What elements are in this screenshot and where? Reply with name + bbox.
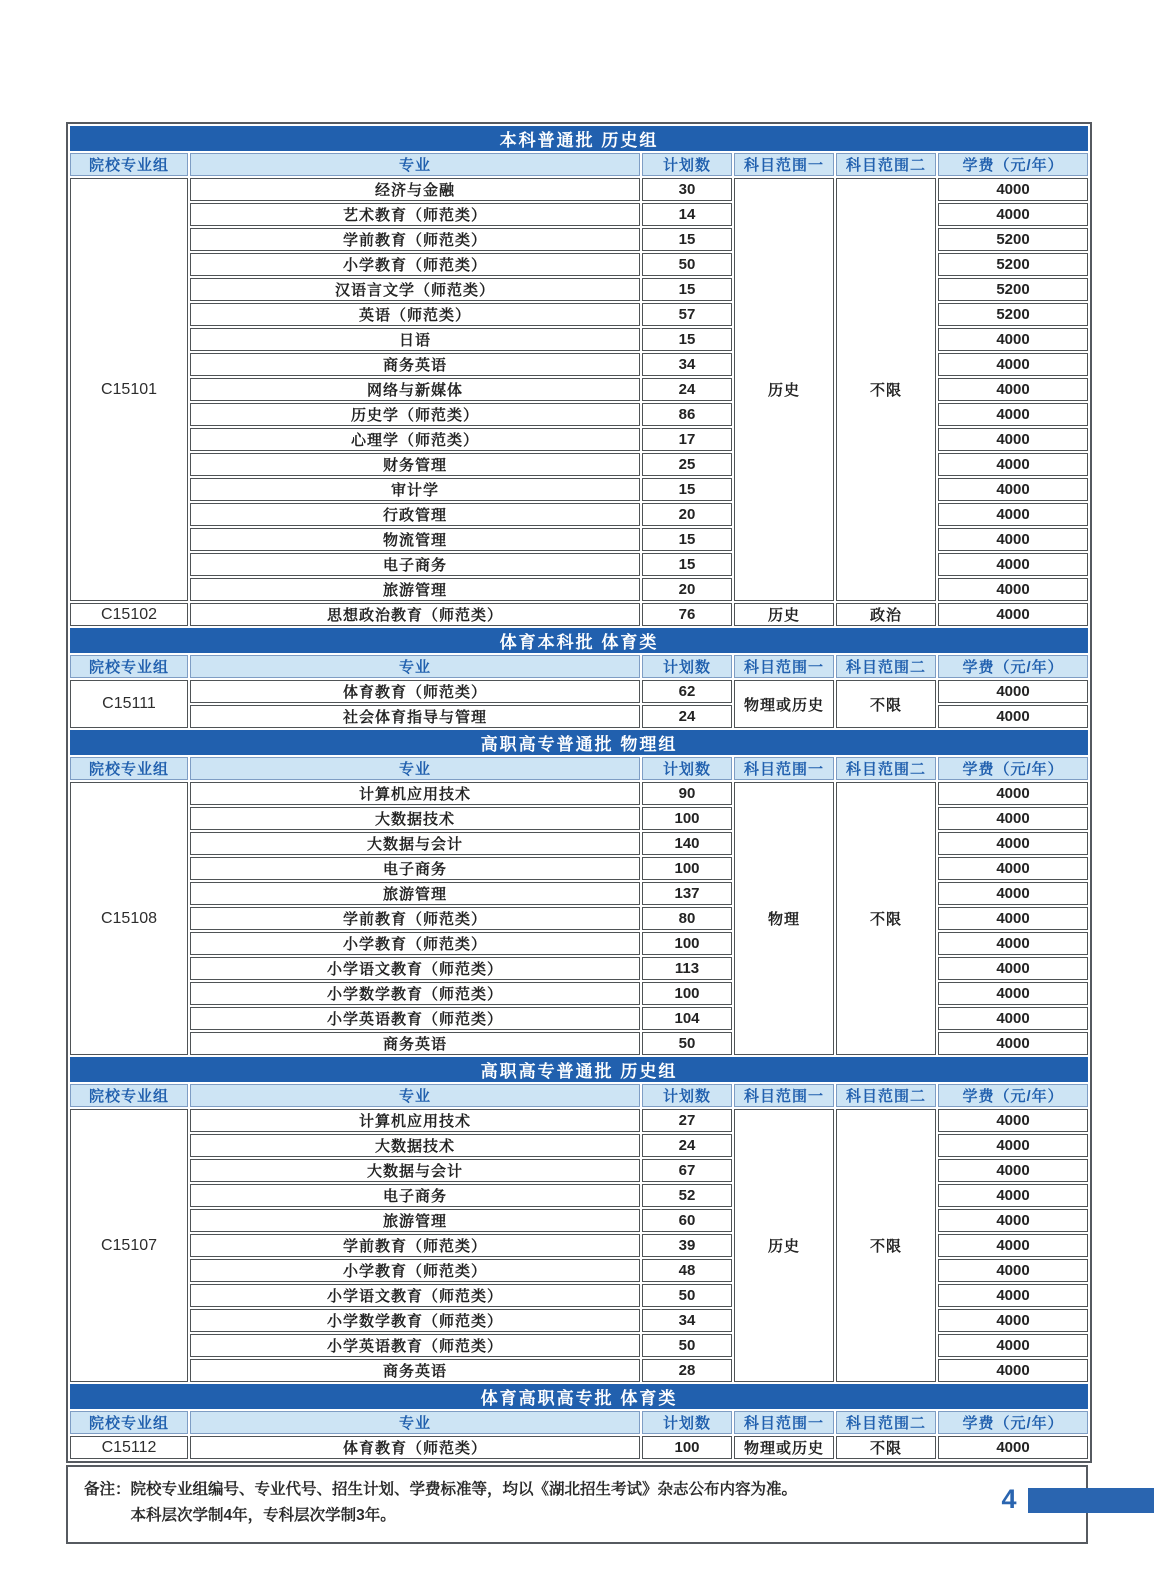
column-header: 院校专业组 xyxy=(70,655,188,678)
plan-count-cell: 50 xyxy=(642,1284,732,1307)
tuition-cell: 5200 xyxy=(938,228,1088,251)
plan-count-cell: 25 xyxy=(642,453,732,476)
major-cell: 小学教育（师范类） xyxy=(190,253,640,276)
plan-count-cell: 34 xyxy=(642,1309,732,1332)
tuition-cell: 4000 xyxy=(938,932,1088,955)
plan-count-cell: 113 xyxy=(642,957,732,980)
major-cell: 日语 xyxy=(190,328,640,351)
major-cell: 思想政治教育（师范类） xyxy=(190,603,640,626)
tuition-cell: 4000 xyxy=(938,832,1088,855)
plan-count-cell: 140 xyxy=(642,832,732,855)
tuition-cell: 4000 xyxy=(938,1359,1088,1382)
major-cell: 电子商务 xyxy=(190,553,640,576)
plan-count-cell: 104 xyxy=(642,1007,732,1030)
major-cell: 学前教育（师范类） xyxy=(190,907,640,930)
plan-count-cell: 24 xyxy=(642,1134,732,1157)
major-cell: 旅游管理 xyxy=(190,1209,640,1232)
major-cell: 学前教育（师范类） xyxy=(190,1234,640,1257)
major-cell: 小学数学教育（师范类） xyxy=(190,1309,640,1332)
major-cell: 历史学（师范类） xyxy=(190,403,640,426)
section-band-row xyxy=(70,1384,1088,1409)
column-header: 科目范围二 xyxy=(836,757,936,780)
major-cell: 小学教育（师范类） xyxy=(190,1259,640,1282)
section-title: 高职高专普通批 历史组 xyxy=(70,1057,1088,1082)
column-header: 计划数 xyxy=(642,1084,732,1107)
table-row xyxy=(70,1109,1088,1132)
major-cell: 行政管理 xyxy=(190,503,640,526)
major-cell: 旅游管理 xyxy=(190,882,640,905)
plan-count-cell: 34 xyxy=(642,353,732,376)
tuition-cell: 4000 xyxy=(938,1159,1088,1182)
tuition-cell: 4000 xyxy=(938,203,1088,226)
section-title: 体育本科批 体育类 xyxy=(70,628,1088,653)
major-cell: 审计学 xyxy=(190,478,640,501)
column-header: 专业 xyxy=(190,757,640,780)
tuition-cell: 4000 xyxy=(938,453,1088,476)
column-header-row xyxy=(70,757,1088,780)
subject-range-1-cell: 历史 xyxy=(734,1109,834,1382)
remarks-line-1: 院校专业组编号、专业代号、招生计划、学费标准等，均以《湖北招生考试》杂志公布内容为准。 xyxy=(130,1481,798,1498)
major-cell: 体育教育（师范类） xyxy=(190,1436,640,1459)
section-title: 高职高专普通批 物理组 xyxy=(70,730,1088,755)
tuition-cell: 4000 xyxy=(938,353,1088,376)
column-header: 计划数 xyxy=(642,153,732,176)
major-cell: 小学语文教育（师范类） xyxy=(190,957,640,980)
column-header: 科目范围二 xyxy=(836,1411,936,1434)
subject-range-1-cell: 物理或历史 xyxy=(734,680,834,728)
plan-count-cell: 15 xyxy=(642,553,732,576)
admission-plan-table xyxy=(66,122,1092,1463)
column-header: 专业 xyxy=(190,655,640,678)
major-cell: 小学教育（师范类） xyxy=(190,932,640,955)
plan-count-cell: 67 xyxy=(642,1159,732,1182)
subject-range-1-cell: 物理或历史 xyxy=(734,1436,834,1459)
column-header: 专业 xyxy=(190,1411,640,1434)
major-cell: 心理学（师范类） xyxy=(190,428,640,451)
major-cell: 小学数学教育（师范类） xyxy=(190,982,640,1005)
column-header: 科目范围一 xyxy=(734,153,834,176)
tuition-cell: 4000 xyxy=(938,178,1088,201)
column-header-row xyxy=(70,1084,1088,1107)
major-cell: 商务英语 xyxy=(190,353,640,376)
tuition-cell: 4000 xyxy=(938,328,1088,351)
plan-count-cell: 100 xyxy=(642,982,732,1005)
tuition-cell: 4000 xyxy=(938,528,1088,551)
major-cell: 计算机应用技术 xyxy=(190,782,640,805)
plan-count-cell: 137 xyxy=(642,882,732,905)
plan-count-cell: 52 xyxy=(642,1184,732,1207)
page-number: 4 xyxy=(1001,1484,1017,1514)
table-row xyxy=(70,680,1088,703)
plan-count-cell: 24 xyxy=(642,378,732,401)
remarks-line-2: 本科层次学制4年，专科层次学制3年。 xyxy=(130,1507,396,1525)
column-header: 科目范围二 xyxy=(836,655,936,678)
section-band-row xyxy=(70,628,1088,653)
tuition-cell: 4000 xyxy=(938,782,1088,805)
plan-count-cell: 15 xyxy=(642,328,732,351)
tuition-cell: 4000 xyxy=(938,378,1088,401)
major-cell: 商务英语 xyxy=(190,1359,640,1382)
column-header: 科目范围一 xyxy=(734,1084,834,1107)
plan-count-cell: 48 xyxy=(642,1259,732,1282)
group-code-cell: C15102 xyxy=(70,603,188,626)
group-code-cell: C15101 xyxy=(70,178,188,601)
tuition-cell: 4000 xyxy=(938,857,1088,880)
plan-count-cell: 17 xyxy=(642,428,732,451)
major-cell: 大数据与会计 xyxy=(190,1159,640,1182)
group-code-cell: C15111 xyxy=(70,680,188,728)
major-cell: 电子商务 xyxy=(190,857,640,880)
plan-count-cell: 15 xyxy=(642,278,732,301)
plan-count-cell: 24 xyxy=(642,705,732,728)
major-cell: 物流管理 xyxy=(190,528,640,551)
plan-count-cell: 100 xyxy=(642,1436,732,1459)
table-row xyxy=(70,603,1088,626)
plan-count-cell: 15 xyxy=(642,228,732,251)
subject-range-2-cell: 不限 xyxy=(836,680,936,728)
tuition-cell: 4000 xyxy=(938,982,1088,1005)
remarks-lines xyxy=(131,1477,1070,1530)
footer-bar xyxy=(1028,1488,1154,1513)
admission-plan-table-wrap xyxy=(66,122,1088,1544)
tuition-cell: 4000 xyxy=(938,957,1088,980)
plan-count-cell: 100 xyxy=(642,932,732,955)
tuition-cell: 4000 xyxy=(938,1109,1088,1132)
column-header: 院校专业组 xyxy=(70,757,188,780)
table-row xyxy=(70,782,1088,805)
tuition-cell: 4000 xyxy=(938,428,1088,451)
plan-count-cell: 100 xyxy=(642,807,732,830)
plan-count-cell: 57 xyxy=(642,303,732,326)
column-header: 专业 xyxy=(190,1084,640,1107)
major-cell: 经济与金融 xyxy=(190,178,640,201)
subject-range-2-cell: 不限 xyxy=(836,782,936,1055)
section-title: 本科普通批 历史组 xyxy=(70,126,1088,151)
plan-count-cell: 15 xyxy=(642,528,732,551)
column-header: 学费（元/年） xyxy=(938,655,1088,678)
major-cell: 大数据与会计 xyxy=(190,832,640,855)
column-header: 学费（元/年） xyxy=(938,153,1088,176)
subject-range-2-cell: 政治 xyxy=(836,603,936,626)
remarks-box xyxy=(66,1465,1088,1544)
group-code-cell: C15107 xyxy=(70,1109,188,1382)
column-header: 科目范围一 xyxy=(734,1411,834,1434)
tuition-cell: 4000 xyxy=(938,1259,1088,1282)
plan-count-cell: 50 xyxy=(642,1334,732,1357)
tuition-cell: 5200 xyxy=(938,253,1088,276)
column-header-row xyxy=(70,1411,1088,1434)
table-body xyxy=(70,126,1088,1459)
section-band-row xyxy=(70,730,1088,755)
plan-count-cell: 86 xyxy=(642,403,732,426)
major-cell: 大数据技术 xyxy=(190,807,640,830)
plan-count-cell: 60 xyxy=(642,1209,732,1232)
plan-count-cell: 62 xyxy=(642,680,732,703)
column-header: 学费（元/年） xyxy=(938,1411,1088,1434)
plan-count-cell: 100 xyxy=(642,857,732,880)
group-code-cell: C15108 xyxy=(70,782,188,1055)
column-header: 学费（元/年） xyxy=(938,757,1088,780)
tuition-cell: 4000 xyxy=(938,503,1088,526)
plan-count-cell: 80 xyxy=(642,907,732,930)
major-cell: 财务管理 xyxy=(190,453,640,476)
major-cell: 英语（师范类） xyxy=(190,303,640,326)
major-cell: 大数据技术 xyxy=(190,1134,640,1157)
subject-range-2-cell: 不限 xyxy=(836,178,936,601)
major-cell: 汉语言文学（师范类） xyxy=(190,278,640,301)
column-header: 科目范围二 xyxy=(836,1084,936,1107)
column-header: 科目范围一 xyxy=(734,655,834,678)
column-header: 计划数 xyxy=(642,1411,732,1434)
tuition-cell: 4000 xyxy=(938,1134,1088,1157)
major-cell: 学前教育（师范类） xyxy=(190,228,640,251)
plan-count-cell: 15 xyxy=(642,478,732,501)
tuition-cell: 4000 xyxy=(938,907,1088,930)
tuition-cell: 4000 xyxy=(938,1284,1088,1307)
tuition-cell: 4000 xyxy=(938,603,1088,626)
plan-count-cell: 14 xyxy=(642,203,732,226)
tuition-cell: 5200 xyxy=(938,303,1088,326)
tuition-cell: 4000 xyxy=(938,1184,1088,1207)
tuition-cell: 4000 xyxy=(938,403,1088,426)
major-cell: 艺术教育（师范类） xyxy=(190,203,640,226)
tuition-cell: 5200 xyxy=(938,278,1088,301)
tuition-cell: 4000 xyxy=(938,705,1088,728)
subject-range-1-cell: 物理 xyxy=(734,782,834,1055)
tuition-cell: 4000 xyxy=(938,807,1088,830)
table-row xyxy=(70,178,1088,201)
subject-range-1-cell: 历史 xyxy=(734,603,834,626)
plan-count-cell: 39 xyxy=(642,1234,732,1257)
column-header: 学费（元/年） xyxy=(938,1084,1088,1107)
column-header: 院校专业组 xyxy=(70,153,188,176)
column-header: 院校专业组 xyxy=(70,1084,188,1107)
major-cell: 社会体育指导与管理 xyxy=(190,705,640,728)
plan-count-cell: 76 xyxy=(642,603,732,626)
section-band-row xyxy=(70,1057,1088,1082)
group-code-cell: C15112 xyxy=(70,1436,188,1459)
plan-count-cell: 30 xyxy=(642,178,732,201)
column-header: 科目范围二 xyxy=(836,153,936,176)
major-cell: 小学英语教育（师范类） xyxy=(190,1334,640,1357)
major-cell: 电子商务 xyxy=(190,1184,640,1207)
major-cell: 网络与新媒体 xyxy=(190,378,640,401)
tuition-cell: 4000 xyxy=(938,1007,1088,1030)
plan-count-cell: 20 xyxy=(642,578,732,601)
plan-count-cell: 20 xyxy=(642,503,732,526)
plan-count-cell: 28 xyxy=(642,1359,732,1382)
tuition-cell: 4000 xyxy=(938,1209,1088,1232)
major-cell: 小学英语教育（师范类） xyxy=(190,1007,640,1030)
tuition-cell: 4000 xyxy=(938,1334,1088,1357)
major-cell: 体育教育（师范类） xyxy=(190,680,640,703)
tuition-cell: 4000 xyxy=(938,478,1088,501)
subject-range-2-cell: 不限 xyxy=(836,1436,936,1459)
subject-range-1-cell: 历史 xyxy=(734,178,834,601)
table-row xyxy=(70,1436,1088,1459)
plan-count-cell: 50 xyxy=(642,253,732,276)
tuition-cell: 4000 xyxy=(938,1032,1088,1055)
tuition-cell: 4000 xyxy=(938,1309,1088,1332)
tuition-cell: 4000 xyxy=(938,680,1088,703)
column-header: 计划数 xyxy=(642,757,732,780)
remarks-label: 备注： xyxy=(84,1481,131,1498)
tuition-cell: 4000 xyxy=(938,553,1088,576)
tuition-cell: 4000 xyxy=(938,882,1088,905)
tuition-cell: 4000 xyxy=(938,1234,1088,1257)
major-cell: 旅游管理 xyxy=(190,578,640,601)
plan-count-cell: 90 xyxy=(642,782,732,805)
section-title: 体育高职高专批 体育类 xyxy=(70,1384,1088,1409)
column-header: 专业 xyxy=(190,153,640,176)
major-cell: 计算机应用技术 xyxy=(190,1109,640,1132)
column-header: 科目范围一 xyxy=(734,757,834,780)
plan-count-cell: 27 xyxy=(642,1109,732,1132)
column-header-row xyxy=(70,153,1088,176)
tuition-cell: 4000 xyxy=(938,1436,1088,1459)
major-cell: 小学语文教育（师范类） xyxy=(190,1284,640,1307)
tuition-cell: 4000 xyxy=(938,578,1088,601)
column-header: 计划数 xyxy=(642,655,732,678)
plan-count-cell: 50 xyxy=(642,1032,732,1055)
section-band-row xyxy=(70,126,1088,151)
major-cell: 商务英语 xyxy=(190,1032,640,1055)
column-header-row xyxy=(70,655,1088,678)
column-header: 院校专业组 xyxy=(70,1411,188,1434)
subject-range-2-cell: 不限 xyxy=(836,1109,936,1382)
